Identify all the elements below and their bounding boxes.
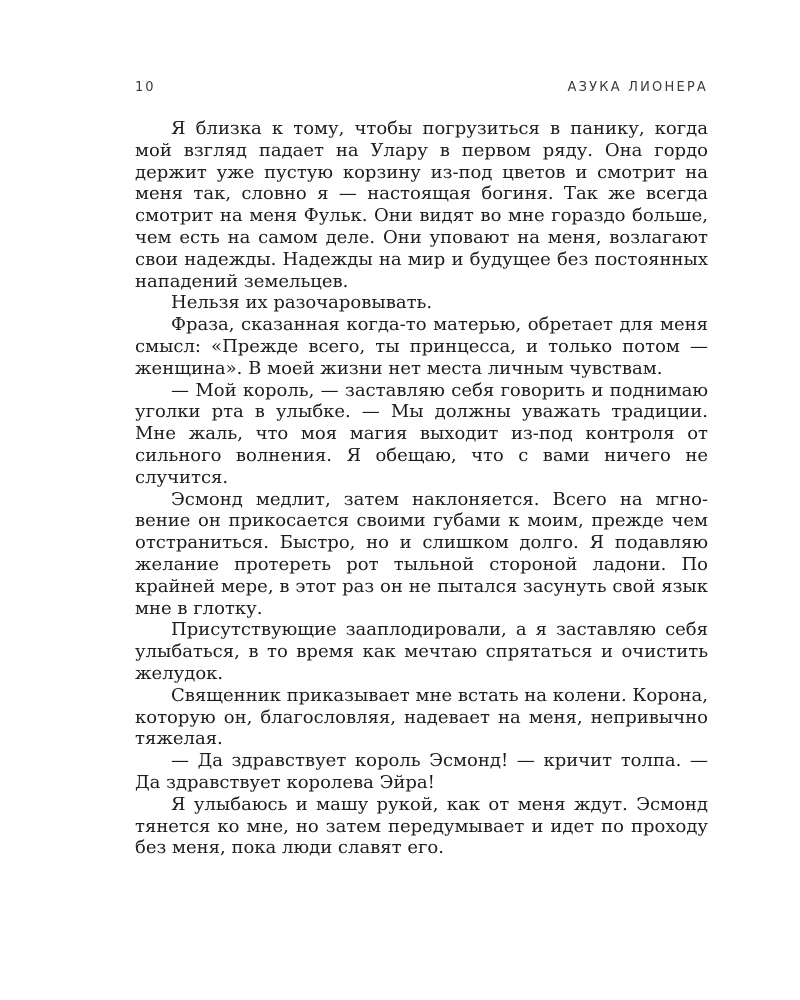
book-title: АЗУКА ЛИОНЕРА [567,80,708,95]
paragraph: — Да здравствует король Эсмонд! — кричит толпа. — Да здравствует королева Эйра! [135,750,708,793]
paragraph: Священник приказывает мне встать на колени. Корона, которую он, благословляя, надевает на меня, непривычно тяжелая. [135,684,708,750]
body-text [135,118,708,859]
paragraph: — Мой король, — заставляю себя говорить и поднимаю уголки рта в улыбке. — Мы должны уважать традиции. Мне жаль, что моя магия выходит из-под контроля от сильного волнения. Я обещаю, что с вами ничего не случится. [135,379,708,488]
paragraph: Присутствующие зааплодировали, а я заставляю себя улыбаться, в то время как мечтаю спрятаться и очистить желудок. [135,619,708,684]
paragraph: Фраза, сказанная когда-то матерью, обретает для меня смысл: «Прежде всего, ты принцесса, и только потом — женщина». В моей жизни нет места личным чувствам. [135,314,708,379]
paragraph: Нельзя их разочаровывать. [171,292,433,314]
running-head [135,80,708,100]
page-number: 10 [135,80,156,95]
paragraph: Эсмонд медлит, затем наклоняется. Всего на мгновение он прикосается своими губами к моим, прежде чем отстраниться. Быстро, но и слишком долго. Я подавляю желание протереть рот тыльной стороной ладони. По крайней мере, в этот раз он не пытался засунуть свой язык мне в глотку. [135,488,708,619]
paragraph: Я улыбаюсь и машу рукой, как от меня ждут. Эсмонд тянется ко мне, но затем передумывает и идет по проходу без меня, пока люди славят его. [135,793,708,859]
paragraph: Я близка к тому, чтобы погрузиться в панику, когда мой взгляд падает на Улару в первом ряду. Она гордо держит уже пустую корзину из-под цветов и смотрит на меня так, словно я — настоящая богиня. Так же всегда смотрит на меня Фульк. Они видят во мне гораздо больше, чем есть на самом деле. Они уповают на меня, возлагают свои надежды. Надежды на мир и будущее без постоянных нападений земельцев. [135,118,708,292]
